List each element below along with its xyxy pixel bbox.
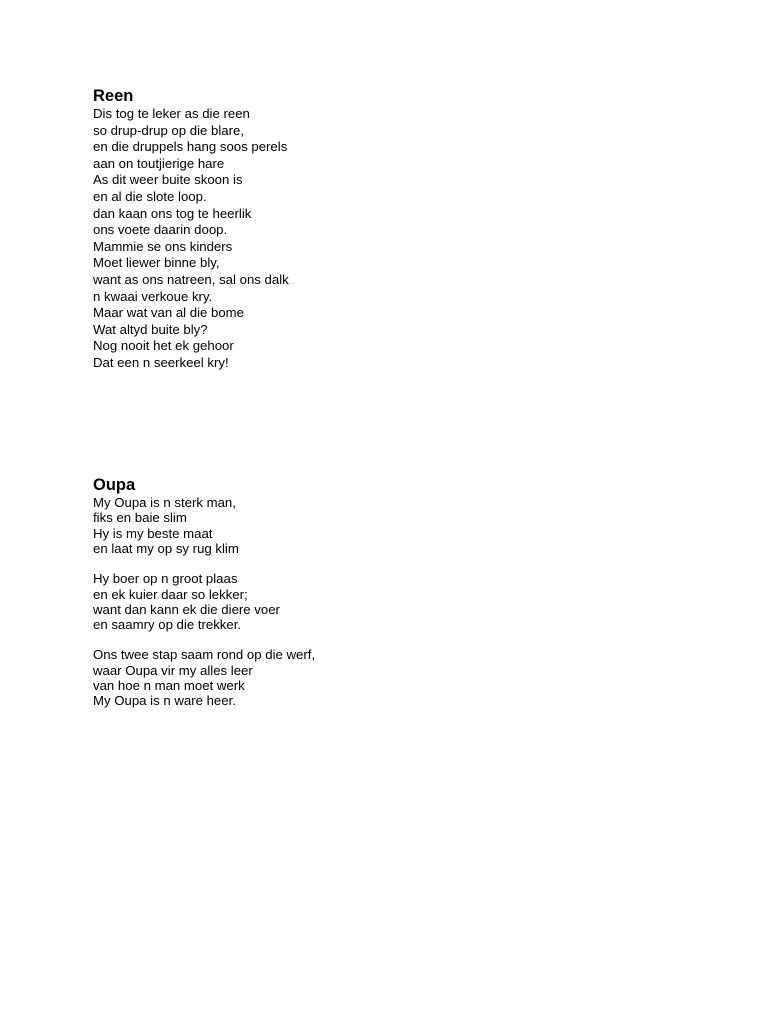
poem-line: My Oupa is n ware heer. (93, 693, 236, 709)
poem-body (93, 106, 289, 372)
poem-line: Ons twee stap saam rond op die werf, (93, 647, 316, 663)
poem-line: Hy is my beste maat (93, 525, 213, 541)
poem-line: Moet liewer binne bly, (93, 255, 220, 271)
poem-line: want as ons natreen, sal ons dalk (93, 271, 289, 287)
poem-line: Dat een n seerkeel kry! (93, 354, 229, 370)
poem-oupa (93, 475, 315, 709)
poem-line: Dis tog te leker as die reen (93, 106, 250, 121)
poem-line: Wat altyd buite bly? (93, 321, 208, 337)
poem-line: Mammie se ons kinders (93, 238, 233, 254)
poem-line: van hoe n man moet werk (93, 678, 245, 694)
stanza-break (93, 633, 315, 648)
poem-line: want dan kann ek die diere voer (93, 601, 280, 617)
poem-line: fiks en baie slim (93, 510, 187, 526)
poem-line: so drup-drup op die blare, (93, 122, 245, 138)
stanza (93, 647, 315, 709)
poem-line: en ek kuier daar so lekker; (93, 586, 248, 602)
poem-line: en die druppels hang soos perels (93, 139, 288, 155)
poem-line: Maar wat van al die bome (93, 305, 244, 321)
poem-line: en saamry op die trekker. (93, 617, 242, 633)
poem-line: aan on toutjierige hare (93, 155, 225, 171)
stanza (93, 571, 315, 633)
poem-line: en laat my op sy rug klim (93, 541, 239, 557)
poem-title: Oupa (93, 476, 136, 494)
poem-line: ons voete daarin doop. (93, 222, 228, 238)
poem-line: waar Oupa vir my alles leer (93, 662, 253, 678)
poem-line: My Oupa is n sterk man, (93, 495, 236, 510)
stanza-break (93, 557, 315, 572)
poem-body (93, 495, 315, 709)
poem-line: n kwaai verkoue kry. (93, 288, 213, 304)
poem-line: As dit weer buite skoon is (93, 172, 243, 188)
poem-line: dan kaan ons tog te heerlik (93, 205, 252, 221)
poem-line: Nog nooit het ek gehoor (93, 338, 234, 354)
stanza (93, 495, 315, 557)
poem-line: en al die slote loop. (93, 188, 207, 204)
poem-title: Reen (93, 87, 134, 105)
poem-reen (93, 86, 289, 372)
poem-line: Hy boer op n groot plaas (93, 571, 238, 587)
